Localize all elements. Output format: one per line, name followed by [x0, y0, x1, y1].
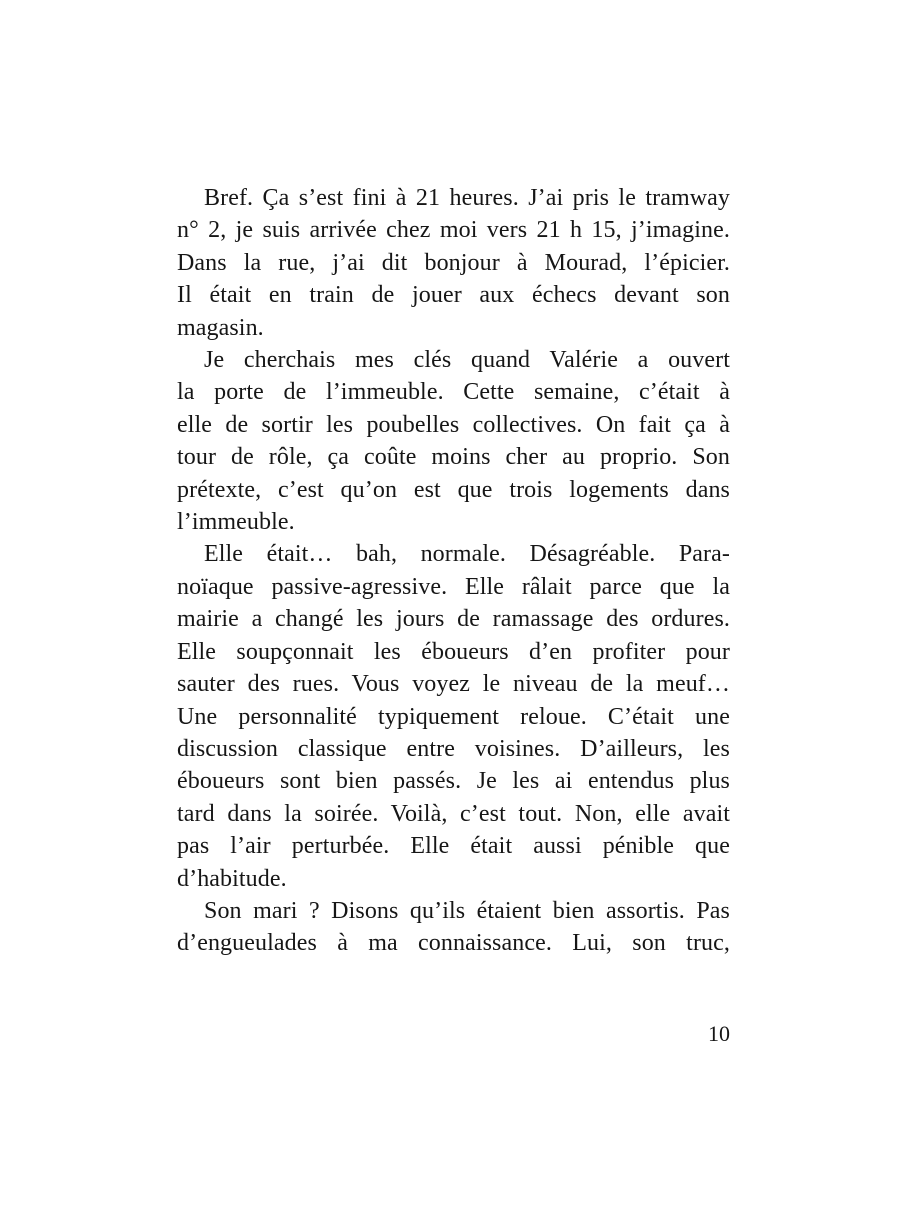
paragraph-2: [177, 344, 730, 538]
text-line: Elle était… bah, normale. Désagréable. Para-: [204, 541, 730, 568]
paragraph-3: [177, 538, 730, 894]
text-line: Dans la rue, j’ai dit bonjour à Mourad, l’épicier.: [177, 249, 730, 276]
text-line: Une personnalité typiquement reloue. C’était une: [177, 703, 730, 730]
text-line: Elle soupçonnait les éboueurs d’en profiter pour: [177, 638, 730, 665]
paragraph-1: [177, 182, 730, 344]
text-line: discussion classique entre voisines. D’ailleurs, les: [177, 735, 730, 762]
paragraph-4: [177, 895, 730, 960]
text-line: mairie a changé les jours de ramassage des ordures.: [177, 606, 730, 633]
body-text: [177, 182, 730, 960]
text-line: éboueurs sont bien passés. Je les ai entendus plus: [177, 768, 730, 795]
text-line: Son mari ? Disons qu’ils étaient bien assortis. Pas: [204, 897, 730, 924]
text-line: d’engueulades à ma connaissance. Lui, son truc,: [177, 930, 730, 957]
text-line: Je cherchais mes clés quand Valérie a ouvert: [204, 347, 730, 374]
text-line: la porte de l’immeuble. Cette semaine, c’était à: [177, 379, 730, 406]
text-line: tour de rôle, ça coûte moins cher au proprio. Son: [177, 444, 730, 471]
text-line: l’immeuble.: [177, 509, 295, 536]
page-number: 10: [708, 1021, 730, 1046]
text-line: Il était en train de jouer aux échecs devant son: [177, 282, 730, 309]
text-line: magasin.: [177, 314, 264, 341]
text-line: sauter des rues. Vous voyez le niveau de la meuf…: [177, 671, 730, 698]
text-line: prétexte, c’est qu’on est que trois logements dans: [177, 476, 730, 503]
text-line: d’habitude.: [177, 865, 287, 892]
text-line: Bref. Ça s’est fini à 21 heures. J’ai pris le tramway: [204, 185, 730, 211]
text-line: n° 2, je suis arrivée chez moi vers 21 h 15, j’imagine.: [177, 217, 730, 244]
text-line: noïaque passive-agressive. Elle râlait parce que la: [177, 573, 730, 600]
text-line: tard dans la soirée. Voilà, c’est tout. Non, elle avait: [177, 800, 730, 827]
text-line: pas l’air perturbée. Elle était aussi pénible que: [177, 833, 730, 860]
text-line: elle de sortir les poubelles collectives. On fait ça à: [177, 411, 730, 438]
